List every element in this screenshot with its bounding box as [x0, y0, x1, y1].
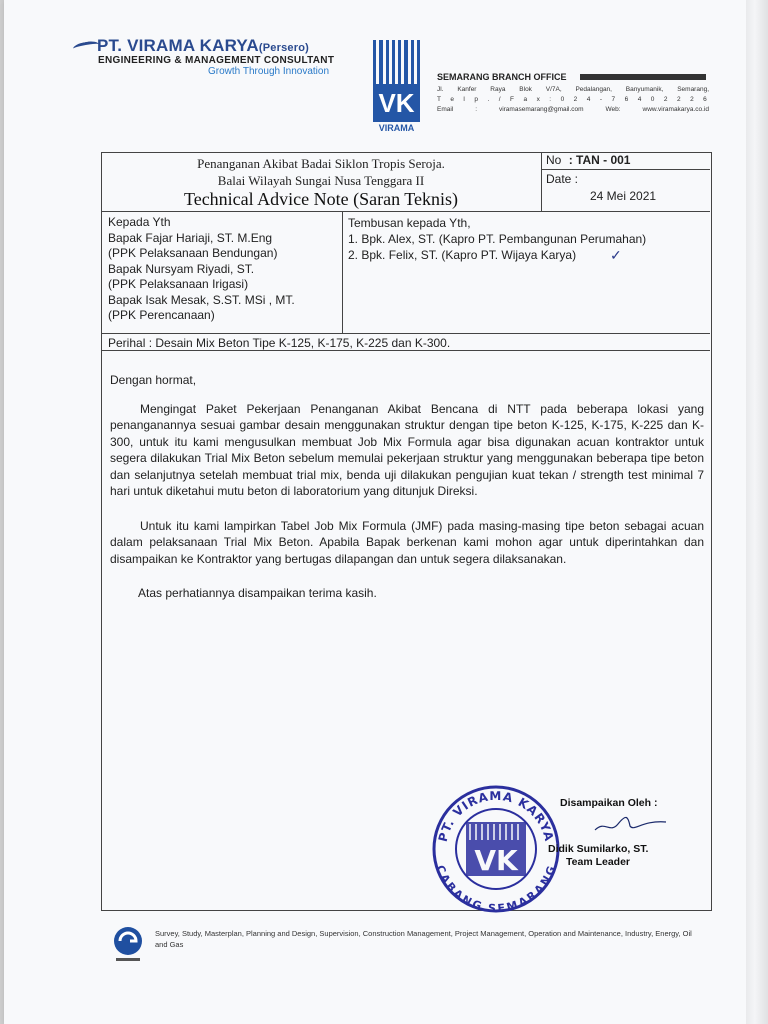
cc-heading: Tembusan kepada Yth,	[348, 216, 471, 230]
signatory-role: Team Leader	[566, 856, 630, 868]
greeting: Dengan hormat,	[110, 373, 197, 387]
document-title: Technical Advice Note (Saran Teknis)	[183, 189, 459, 209]
stamp-bottom-text: CABANG SEMARANG	[433, 863, 559, 914]
footer-logo-icon	[110, 925, 148, 965]
frame-divider	[101, 350, 710, 351]
recipients-heading: Kepada Yth	[108, 215, 171, 229]
company-division: ENGINEERING & MANAGEMENT CONSULTANT	[98, 55, 335, 66]
body-paragraph-2: Untuk itu kami lampirkan Tabel Job Mix Formula (JMF) pada masing-masing tipe beton sebagai acuan dalam pelaksanaan Trial Mix Beton. Apabila Bapak berkenan kami mohon agar untuk diperintahkan dan disampaikan ke Kontraktor yang bertugas dilapangan dan untuk segera dilaksanakan.	[110, 519, 704, 566]
address-line: Jl. Kanfer Raya Blok V/7A, Pedalangan, Banyumanik, Semarang,	[437, 86, 709, 93]
recipient-line: Bapak Nursyam Riyadi, ST.	[108, 261, 255, 276]
signature-label: Disampaikan Oleh :	[560, 797, 658, 809]
signatory-name: Didik Sumilarko, ST.	[548, 843, 649, 855]
stamp-top-text: PT. VIRAMA KARYA	[435, 788, 557, 844]
cc-line: 2. Bpk. Felix, ST. (Kapro PT. Wijaya Karya)	[348, 248, 577, 262]
stamp-center-text: VK	[474, 844, 518, 877]
company-name: PT. VIRAMA KARYA(Persero)	[97, 36, 309, 55]
vk-logo-icon	[373, 40, 420, 134]
branch-divider	[580, 74, 706, 80]
frame-divider	[342, 211, 343, 333]
subject-line-1: Penanganan Akibat Badai Siklon Tropis Seroja.	[197, 156, 445, 171]
recipient-line: (PPK Pelaksanaan Bendungan)	[108, 246, 278, 260]
frame-divider	[541, 169, 710, 170]
recipient-line: Bapak Fajar Hariaji, ST. M.Eng	[108, 230, 273, 245]
page-edge-stack	[746, 0, 768, 1024]
body-paragraph-1: Mengingat Paket Pekerjaan Penanganan Akibat Bencana di NTT pada beberapa lokasi yang penanganannya sesuai gambar desain menggunakan struktur dengan tipe beton K-125, K-175, K-225 dan K-300, untuk itu kami mengusulkan membuat Job Mix Formula agar bisa digunakan acuan kontraktor untuk segera dilakukan Trial Mix Beton sebelum memulai pekerjaan struktur yang menggunakan beberapa tipe beton dan selanjutnya setelah membuat trial mix, benda uji dilakukan pengujian kuat tekan / strength test minimal 7 hari untuk diketahui mutu beton di laboratorium yang ditunjuk Direksi.	[110, 402, 704, 499]
company-tagline: Growth Through Innovation	[208, 66, 330, 77]
date-label: Date :	[546, 172, 579, 186]
vk-logo-letters: VK	[373, 84, 420, 122]
recipient-line: (PPK Pelaksanaan Irigasi)	[108, 277, 249, 291]
frame-divider	[101, 333, 710, 334]
frame-divider	[541, 152, 542, 211]
recipients-block	[108, 215, 295, 324]
cc-block	[348, 215, 646, 263]
footer-services: Survey, Study, Masterplan, Planning and Design, Supervision, Construction Management, Project Management, Operation and Maintenance, Industry, Energy, Oil and Gas	[155, 929, 692, 949]
vk-logo-word: VIRAMA	[378, 123, 415, 133]
closing-line: Atas perhatiannya disampaikan terima kasih.	[138, 586, 377, 600]
branch-address	[437, 85, 709, 115]
frame-divider	[101, 211, 710, 212]
check-mark-icon: ✓	[610, 247, 622, 263]
document-number: No : TAN - 001	[546, 153, 631, 167]
signature-scribble	[590, 810, 670, 838]
perihal-line: Perihal : Desain Mix Beton Tipe K-125, K-175, K-225 dan K-300.	[108, 336, 451, 350]
date-value: 24 Mei 2021	[590, 189, 657, 203]
subject-line-2: Balai Wilayah Sungai Nusa Tenggara II	[217, 173, 425, 188]
recipient-line: (PPK Perencanaan)	[108, 308, 215, 322]
telfax-line: T e l p . / F a x : 0 2 4 - 7 6 4 0 2 2 2 6	[437, 96, 709, 103]
email-web-line: Email : viramasemarang@gmail.com Web: www.viramakarya.co.id	[437, 106, 709, 113]
subject-block	[101, 155, 541, 189]
recipient-line: Bapak Isak Mesak, S.ST. MSi , MT.	[108, 292, 295, 307]
branch-office-title: SEMARANG BRANCH OFFICE	[437, 72, 567, 82]
company-stamp	[428, 784, 564, 914]
cc-line: 1. Bpk. Alex, ST. (Kapro PT. Pembangunan Perumahan)	[348, 232, 647, 246]
